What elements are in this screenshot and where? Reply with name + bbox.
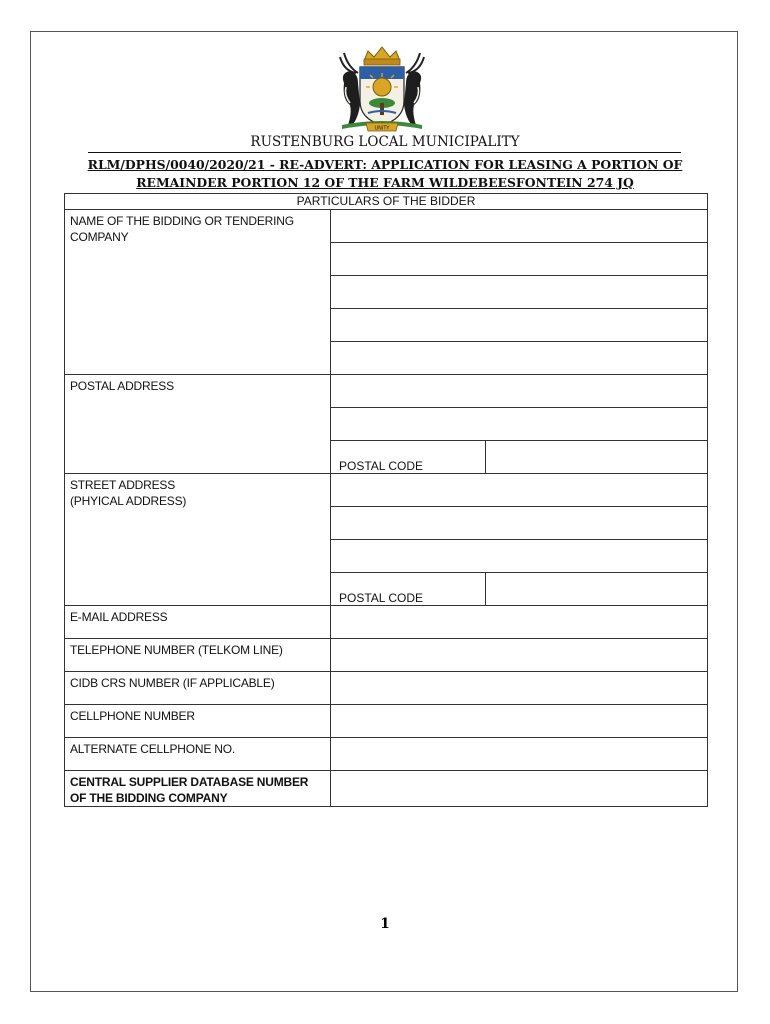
street-address-field-2[interactable] [331,507,708,540]
csd-number-field[interactable] [331,771,708,807]
postal-code-label: POSTAL CODE [331,441,486,474]
postal-code-field[interactable] [486,441,708,474]
street-address-label-line-1: STREET ADDRESS [70,478,176,492]
csd-number-label: CENTRAL SUPPLIER DATABASE NUMBER OF THE BIDDING COMPANY [65,771,331,807]
municipal-crest-logo [322,43,442,135]
bidder-particulars-form [64,193,708,807]
street-postal-code-label: POSTAL CODE [331,573,486,606]
company-name-label: NAME OF THE BIDDING OR TENDERING COMPANY [65,210,331,375]
cellphone-field[interactable] [331,705,708,738]
cidb-field[interactable] [331,672,708,705]
street-address-field-3[interactable] [331,540,708,573]
cellphone-label: CELLPHONE NUMBER [65,705,331,738]
crest-motto: UNITY [374,125,390,132]
section-heading: PARTICULARS OF THE BIDDER [65,194,708,210]
company-name-field-3[interactable] [331,276,708,309]
alt-cellphone-label: ALTERNATE CELLPHONE NO. [65,738,331,771]
cidb-label: CIDB CRS NUMBER (IF APPLICABLE) [65,672,331,705]
company-name-field-1[interactable] [331,210,708,243]
postal-address-label: POSTAL ADDRESS [65,375,331,474]
street-address-field-1[interactable] [331,474,708,507]
alt-cellphone-field[interactable] [331,738,708,771]
email-label: E-MAIL ADDRESS [65,606,331,639]
street-address-label [65,474,331,606]
postal-address-field-1[interactable] [331,375,708,408]
street-postal-code-field[interactable] [486,573,708,606]
telephone-label: TELEPHONE NUMBER (TELKOM LINE) [65,639,331,672]
street-address-label-line-2: (PHYICAL ADDRESS) [70,494,187,508]
document-title-line-1: RLM/DPHS/0040/2020/21 - RE-ADVERT: APPLICATION FOR LEASING A PORTION OF [87,157,683,172]
company-name-field-2[interactable] [331,243,708,276]
header-divider [88,152,681,153]
email-field[interactable] [331,606,708,639]
company-name-field-4[interactable] [331,309,708,342]
document-title-line-2: REMAINDER PORTION 12 OF THE FARM WILDEBEESFONTEIN 274 JQ [136,175,634,190]
page-number: 1 [380,916,390,932]
postal-address-field-2[interactable] [331,408,708,441]
municipality-name: RUSTENBURG LOCAL MUNICIPALITY [250,134,520,150]
telephone-field[interactable] [331,639,708,672]
company-name-field-5[interactable] [331,342,708,375]
